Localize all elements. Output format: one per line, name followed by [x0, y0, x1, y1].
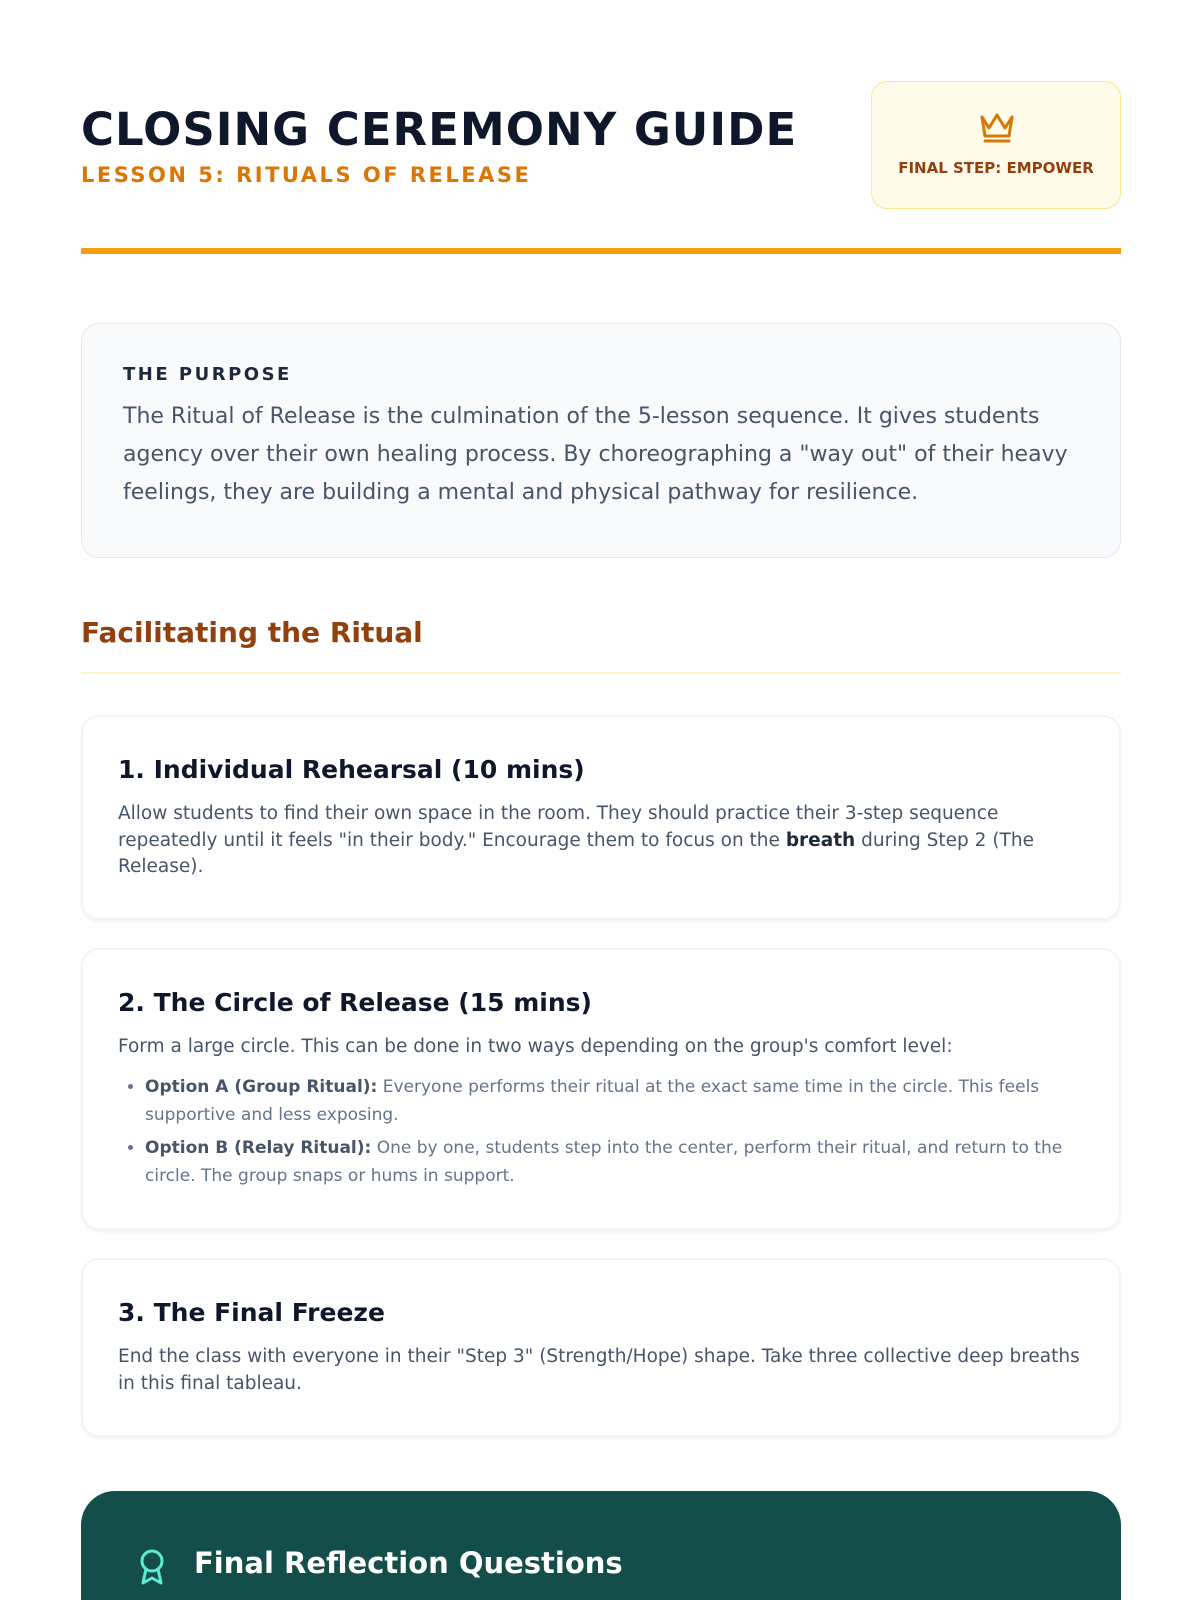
step-text: End the class with everyone in their "Step 3" (Strength/Hope) shape. Take three collective deep breaths in this final tableau.: [118, 1346, 1080, 1394]
section-divider: [81, 672, 1121, 674]
step-card-individual-rehearsal: [81, 715, 1121, 920]
reflection-panel: [81, 1491, 1121, 1600]
step-text-part: during Step 2 (The Release).: [118, 829, 1034, 877]
page-subtitle: LESSON 5: RITUALS OF RELEASE: [81, 163, 532, 187]
option-text: One by one, students step into the center, perform their ritual, and return to the circle. The group snaps or hums in support.: [145, 1137, 1063, 1186]
option-item: [145, 1134, 1084, 1190]
step-title: 2. The Circle of Release (15 mins): [118, 988, 592, 1017]
option-text: Everyone performs their ritual at the exact same time in the circle. This feels supportive and less exposing.: [145, 1076, 1040, 1125]
step-title: 1. Individual Rehearsal (10 mins): [118, 755, 585, 784]
step-card-final-freeze: [81, 1258, 1121, 1437]
step-title: 3. The Final Freeze: [118, 1298, 385, 1327]
page-header: [81, 81, 1121, 209]
purpose-text: The Ritual of Release is the culmination of the 5-lesson sequence. It gives students agency over their own healing process. By choreographing a "way out" of their heavy feelings, they are building a mental and physical pathway for resilience.: [123, 404, 1068, 505]
purpose-heading: THE PURPOSE: [123, 364, 292, 385]
page-title: CLOSING CEREMONY GUIDE: [81, 103, 798, 156]
step-text: Form a large circle. This can be done in two ways depending on the group's comfort level:: [118, 1036, 953, 1057]
reflection-title: Final Reflection Questions: [194, 1546, 623, 1580]
badge-label: FINAL STEP: EMPOWER: [898, 159, 1094, 177]
options-list: [118, 1073, 1084, 1190]
section-title: Facilitating the Ritual: [81, 616, 423, 649]
final-step-badge: [871, 81, 1121, 209]
crown-icon: [978, 110, 1016, 144]
step-text-emphasis: breath: [785, 829, 856, 851]
purpose-box: [81, 323, 1121, 558]
step-text-part: Allow students to find their own space in the room. They should practice their 3-step sequence repeatedly until it feels "in their body." Encourage them to focus on the: [118, 803, 999, 851]
header-divider: [81, 248, 1121, 254]
award-ribbon-icon: [137, 1548, 167, 1586]
step-card-circle-of-release: [81, 948, 1121, 1230]
step-text: [118, 801, 1084, 881]
option-item: [145, 1073, 1084, 1129]
option-label: Option A (Group Ritual):: [145, 1076, 378, 1097]
option-label: Option B (Relay Ritual):: [145, 1137, 372, 1158]
